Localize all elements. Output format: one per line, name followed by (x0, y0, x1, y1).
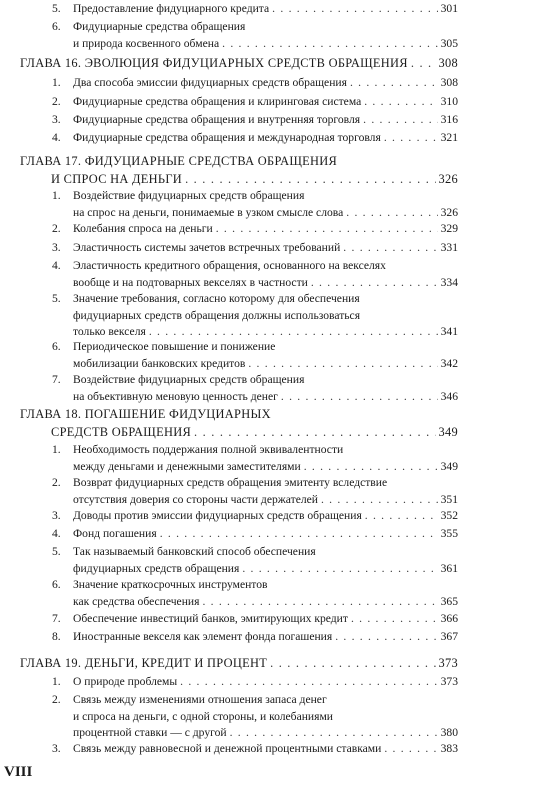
toc-entry-number: 2. (52, 95, 61, 108)
toc-entry-title: мобилизации банковских кредитов (73, 356, 246, 370)
toc-entry-title: на спрос на деньги, понимаемые в узком смысле слова (73, 205, 344, 219)
toc-page-number: 301 (440, 2, 458, 15)
leader-dots (365, 508, 438, 524)
toc-entry-title: отсутствия доверия со стороны части держателей (73, 492, 318, 506)
leader-dots (304, 459, 438, 475)
toc-entry-number: 5. (52, 2, 61, 15)
toc-entry-number: 6. (52, 20, 61, 33)
toc-page-number: 367 (440, 630, 458, 643)
toc-entry-title: Обеспечение инвестиций банков, эмитирующих кредит (73, 612, 348, 625)
toc-entry-title: только векселя (73, 325, 146, 338)
toc-entry-title: Фонд погашения (73, 527, 157, 540)
leader-dots (364, 94, 437, 110)
toc-page-number: 349 (440, 459, 458, 473)
toc-entry-title: Связь между изменениями отношения запаса денег (73, 693, 327, 706)
leader-dots (202, 594, 437, 610)
toc-entry-title: фидуциарных средств обращения (73, 561, 240, 575)
toc-entry-number: 2. (52, 222, 61, 235)
toc-entry-title: И СПРОС НА ДЕНЬГИ (51, 172, 183, 186)
leader-dots (222, 36, 437, 52)
leader-dots (185, 171, 435, 187)
toc-page-number: 365 (440, 594, 458, 608)
toc-entry-title: Доводы против эмиссии фидуциарных средств обращения (73, 509, 362, 522)
toc-page-number: 326 (440, 205, 458, 219)
leader-dots (321, 492, 438, 508)
toc-entry-title: Два способа эмиссии фидуциарных средств обращения (73, 76, 347, 89)
toc-page-number: 308 (438, 56, 458, 70)
toc-entry-number: 3. (52, 241, 61, 254)
toc-entry-title: процентной ставки — с другой (73, 726, 227, 739)
toc-entry-title: СРЕДСТВ ОБРАЩЕНИЯ (51, 425, 192, 439)
toc-entry-title: Возврат фидуциарных средств обращения эмитенту вследствие (73, 476, 388, 489)
toc-entry-title: Колебания спроса на деньги (73, 222, 213, 235)
toc-entry-number: 6. (52, 578, 61, 591)
toc-entry-number: 2. (52, 693, 61, 706)
toc-page-number: 373 (438, 656, 458, 670)
toc-entry-title: Иностранные векселя как элемент фонда погашения (73, 630, 333, 643)
toc-entry-title: Фидуциарные средства обращения (73, 20, 246, 33)
toc-entry-title: вообще и на подтоварных векселях в частности (73, 275, 308, 289)
leader-dots (384, 130, 438, 146)
toc-entry-title: ГЛАВА 18. ПОГАШЕНИЕ ФИДУЦИАРНЫХ (20, 407, 271, 421)
leader-dots (160, 526, 438, 542)
toc-entry-title: Эластичность кредитного обращения, основанного на векселях (73, 259, 386, 272)
toc-page-number: 383 (440, 742, 458, 755)
leader-dots (270, 655, 435, 671)
toc-page-number: 310 (440, 95, 458, 108)
leader-dots (346, 205, 437, 221)
leader-dots (180, 674, 437, 690)
toc-entry-number: 8. (52, 630, 61, 643)
toc-page-number: 351 (440, 492, 458, 506)
toc-page-number: 355 (440, 527, 458, 540)
toc-entry-title: Необходимость поддержания полной эквивалентности (73, 443, 344, 456)
toc-page-number: 366 (440, 612, 458, 625)
leader-dots (411, 55, 436, 71)
toc-entry-number: 1. (52, 675, 61, 688)
toc-entry-number: 7. (52, 612, 61, 625)
toc-entry-number: 1. (52, 443, 61, 456)
toc-page-number: 316 (440, 113, 458, 126)
leader-dots (343, 240, 437, 256)
toc-entry-number: 4. (52, 259, 61, 272)
toc-entry-title: на объективную меновую ценность денег (73, 389, 278, 403)
toc-page-number: 305 (440, 36, 458, 50)
leader-dots (311, 275, 438, 291)
toc-entry-title: Так называемый банковский способ обеспечения (73, 545, 316, 558)
toc-entry-title: и природа косвенного обмена (73, 36, 220, 50)
toc-entry-title: Фидуциарные средства обращения и внутренняя торговля (73, 113, 361, 126)
toc-entry-number: 1. (52, 189, 61, 202)
toc-entry-number: 5. (52, 292, 61, 305)
leader-dots (230, 725, 438, 741)
toc-page-number: 361 (440, 561, 458, 575)
toc-entry-title: О природе проблемы (73, 675, 178, 688)
leader-dots (194, 424, 435, 440)
toc-page-number: 326 (438, 172, 458, 186)
toc-page-number: 329 (440, 222, 458, 235)
toc-page-number: 349 (438, 425, 458, 439)
leader-dots (363, 112, 437, 128)
toc-page-number: 380 (440, 726, 458, 739)
toc-entry-title: Воздействие фидуциарных средств обращения (73, 373, 305, 386)
toc-entry-number: 3. (52, 509, 61, 522)
leader-dots (384, 741, 437, 757)
toc-page-number: 352 (440, 509, 458, 522)
leader-dots (335, 629, 437, 645)
toc-entry-number: 7. (52, 373, 61, 386)
toc-entry-title: Воздействие фидуциарных средств обращения (73, 189, 305, 202)
toc-entry-title: Предоставление фидуциарного кредита (73, 2, 270, 15)
toc-entry-number: 6. (52, 340, 61, 353)
toc-page-number: 331 (440, 241, 458, 254)
toc-entry-number: 3. (52, 113, 61, 126)
toc-entry-number: 1. (52, 76, 61, 89)
toc-page-number: 341 (440, 325, 458, 338)
toc-entry-title: Эластичность системы зачетов встречных требований (73, 241, 341, 254)
toc-entry-title: как средства обеспечения (73, 594, 200, 608)
page-number: VIII (4, 764, 33, 780)
leader-dots (149, 324, 438, 340)
leader-dots (350, 75, 438, 91)
toc-entry-title: ГЛАВА 17. ФИДУЦИАРНЫЕ СРЕДСТВА ОБРАЩЕНИЯ (20, 154, 338, 168)
toc-entry-title: Периодическое повышение и понижение (73, 340, 276, 353)
toc-page-number: 334 (440, 275, 458, 289)
toc-page-number: 308 (440, 76, 458, 89)
leader-dots (281, 389, 438, 405)
toc-entry-number: 3. (52, 742, 61, 755)
toc-page-number: 346 (440, 389, 458, 403)
toc-entry-title: Значение краткосрочных инструментов (73, 578, 268, 591)
toc-page-number: 342 (440, 356, 458, 370)
toc-entry-number: 5. (52, 545, 61, 558)
leader-dots (248, 356, 437, 372)
leader-dots (272, 1, 437, 17)
toc-entry-number: 4. (52, 131, 61, 144)
toc-entry-title: ГЛАВА 19. ДЕНЬГИ, КРЕДИТ И ПРОЦЕНТ (20, 656, 268, 670)
toc-entry-title: ГЛАВА 16. ЭВОЛЮЦИЯ ФИДУЦИАРНЫХ СРЕДСТВ ОБРАЩЕНИЯ (20, 56, 408, 70)
toc-entry-title: Связь между равновесной и денежной процентными ставками (73, 742, 382, 755)
leader-dots (242, 561, 437, 577)
leader-dots (216, 221, 438, 237)
toc-page-number: 321 (440, 131, 458, 144)
toc-entry-title: между деньгами и денежными заместителями (73, 459, 301, 473)
toc-entry-title: Значение требования, согласно которому для обеспечения (73, 292, 360, 305)
toc-entry-number: 2. (52, 476, 61, 489)
leader-dots (351, 611, 438, 627)
toc-entry-number: 4. (52, 527, 61, 540)
toc-entry-title: фидуциарных средств обращения должны использоваться (73, 308, 361, 322)
toc-entry-title: Фидуциарные средства обращения и международная торговля (73, 131, 381, 144)
toc-page-number: 373 (440, 675, 458, 688)
toc-entry-title: и спроса на деньги, с одной стороны, и колебаниями (73, 709, 334, 723)
toc-entry-title: Фидуциарные средства обращения и клиринговая система (73, 95, 362, 108)
